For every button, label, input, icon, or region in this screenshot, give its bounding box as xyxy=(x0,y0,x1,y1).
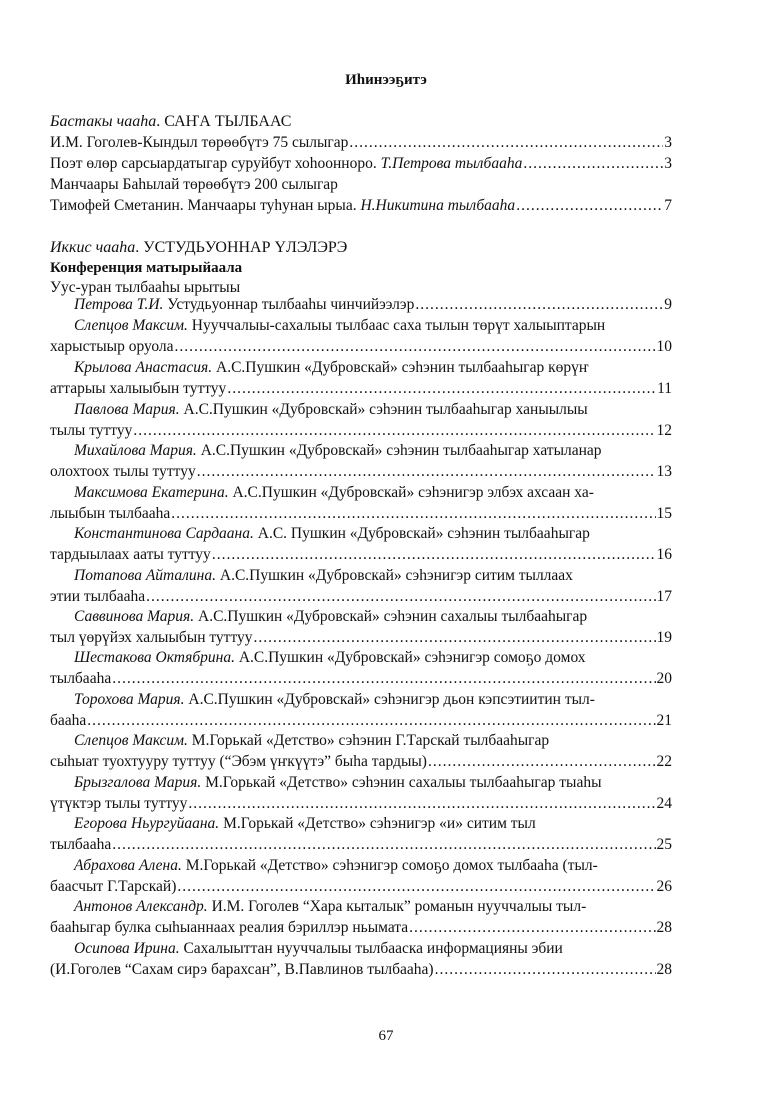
toc-entry-title-cont: бааhыгар булка сыhыаннаах реалия бэриллэр ньымата xyxy=(50,919,409,936)
toc-page-number: 9 xyxy=(664,296,672,313)
toc-entry-author: Константинова Сардаана. xyxy=(74,525,254,542)
toc-entry-author: Осипова Ирина. xyxy=(74,940,180,957)
toc-line-translator: Н.Никитина тылбааhа xyxy=(360,197,516,214)
toc-entry-title-cont: харыстыыр оруола xyxy=(50,338,174,355)
leader-dots xyxy=(435,959,656,981)
toc-entry-first xyxy=(74,855,598,877)
leader-dots xyxy=(523,153,663,175)
toc-entry-title-cont: лыыбын тылбааhа xyxy=(50,505,171,522)
toc-entry-first xyxy=(74,606,587,628)
leader-dots xyxy=(146,586,655,608)
leader-dots xyxy=(175,336,656,358)
toc-entry-first xyxy=(74,772,602,794)
toc-entry-line-2 xyxy=(50,751,672,773)
toc-entry-title: И.М. Гоголев “Хара кыталык” романын нууччалыы тыл- xyxy=(211,898,587,915)
leader-dots xyxy=(112,668,655,690)
toc-page-number: 17 xyxy=(656,588,672,605)
toc-entry-line-2 xyxy=(50,668,672,690)
toc-entry-author: Антонов Александр. xyxy=(74,898,208,915)
toc-page-number: 12 xyxy=(656,422,672,439)
toc-entry-author: Крылова Анастасия. xyxy=(74,359,213,376)
toc-entry-author: Максимова Екатерина. xyxy=(74,484,229,501)
part2-label: Иккис чааhа xyxy=(50,239,136,256)
toc-entry-title-cont: сыhыат туохтууру туттуу (“Эбэм үҥкүүтэ” быhа тардыы) xyxy=(50,753,427,770)
toc-entry-author: Павлова Мария. xyxy=(74,401,180,418)
toc-entry-title-cont: олохтоох тылы туттуу xyxy=(50,463,196,480)
toc-page-number: 21 xyxy=(656,712,672,729)
leader-dots xyxy=(112,834,655,856)
leader-dots xyxy=(87,710,655,732)
toc-entry-title: М.Горькай «Детство» сэhэнин Г.Тарскай тылбааhыгар xyxy=(191,732,550,749)
part1-title: САҤА ТЫЛБААС xyxy=(164,113,292,130)
leader-dots xyxy=(516,195,663,217)
toc-entry-line xyxy=(50,813,672,835)
toc-entry-line-2 xyxy=(50,586,672,608)
toc-entry-title-cont: тылбааhа xyxy=(50,836,112,853)
toc-entry-author: Торохова Мария. xyxy=(74,691,185,708)
toc-entry-line-2 xyxy=(50,710,672,732)
toc-entry-title: Нууччалыы-сахалыы тылбаас саха тылын төрүт халыыптарын xyxy=(191,317,606,334)
toc-entry-title: А.С.Пушкин «Дубровскай» сэhэнин тылбааhыгар ханыылыы xyxy=(183,401,588,418)
toc-entry-line-2 xyxy=(50,627,672,649)
toc-entry-line xyxy=(50,357,672,379)
toc-page-number: 28 xyxy=(656,919,672,936)
toc-page-number: 16 xyxy=(656,546,672,563)
toc-entry-first xyxy=(74,813,536,835)
toc-entry-line xyxy=(50,294,672,316)
toc-entry-first xyxy=(74,896,586,918)
leader-dots xyxy=(428,751,656,773)
toc-entry-line xyxy=(50,730,672,752)
toc-page-number: 26 xyxy=(656,878,672,895)
toc-page-number: 3 xyxy=(664,155,672,172)
toc-entry-line xyxy=(50,772,672,794)
toc-line-text: Тимофей Сметанин. Манчаары туhунан ырыа. xyxy=(50,197,357,214)
toc-entry-line xyxy=(50,565,672,587)
toc-entry-author: Брызгалова Мария. xyxy=(74,774,202,791)
toc-page-number: 28 xyxy=(656,961,672,978)
toc-entry-first xyxy=(74,357,589,379)
toc-entry-line xyxy=(50,523,672,545)
toc-line xyxy=(50,174,672,196)
toc-entry-title: А.С.Пушкин «Дубровскай» сэhэнин тылбааhыгар көрүҥ xyxy=(216,359,589,376)
toc-entry-line xyxy=(50,647,672,669)
toc-entry-line xyxy=(50,689,672,711)
toc-entry-line-2 xyxy=(50,461,672,483)
conference-heading: Конференция матырыйаала xyxy=(50,260,243,276)
toc-entry-author: Шестакова Октябрина. xyxy=(74,649,235,666)
toc-entry-author: Петрова Т.И. xyxy=(74,296,164,313)
toc-entry-author: Потапова Айталина. xyxy=(74,567,216,584)
toc-entry-first xyxy=(74,938,563,960)
toc-entry-line-2 xyxy=(50,420,672,442)
toc-page-number: 10 xyxy=(656,338,672,355)
part2-title: УСТУДЬУОННАР ҮЛЭЛЭРЭ xyxy=(143,239,348,256)
leader-dots xyxy=(188,793,655,815)
toc-entry-line-2 xyxy=(50,959,672,981)
toc-entry-title: М.Горькай «Детство» сэhэнигэр «и» ситим тыл xyxy=(223,815,536,832)
toc-entry-title: Сахалыыттан нууччалыы тылбааска информацияны эбии xyxy=(183,940,563,957)
toc-entry-title-cont: тардыылаах ааты туттуу xyxy=(50,546,211,563)
toc-page-number: 24 xyxy=(656,795,672,812)
leader-dots xyxy=(197,461,656,483)
part1-heading: Бастакы чааhа. САҤА ТЫЛБААС xyxy=(50,113,292,130)
toc-entry-line-2 xyxy=(50,917,672,939)
toc-entry-line-2 xyxy=(50,876,672,898)
toc-entry-line xyxy=(50,855,672,877)
toc-entry-title-cont: үтүктэр тылы туттуу xyxy=(50,795,188,812)
leader-dots xyxy=(212,544,656,566)
toc-entry-line xyxy=(50,896,672,918)
toc-entry-first xyxy=(74,482,594,504)
toc-entry-line xyxy=(50,482,672,504)
toc-entry-title: А.С.Пушкин «Дубровскай» сэhэнигэр элбэх ахсаан ха- xyxy=(232,484,594,501)
toc-entry-title: А.С.Пушкин «Дубровскай» сэhэнигэр сомоҕо домох xyxy=(238,649,586,666)
leader-dots xyxy=(409,917,655,939)
toc-entry-first xyxy=(74,315,605,337)
toc-entry-title-cont: тылбааhа xyxy=(50,670,112,687)
toc-entry-title: А.С.Пушкин «Дубровскай» сэhэнигэр ситим тыллаах xyxy=(219,567,573,584)
toc-entry-author: Егорова Ньургуйаана. xyxy=(74,815,220,832)
toc-entry-first xyxy=(74,647,586,669)
page-number: 67 xyxy=(378,1028,394,1044)
toc-page-number: 15 xyxy=(656,505,672,522)
toc-entry-line-2 xyxy=(50,544,672,566)
toc-entry-title-cont: баасчыт Г.Тарскай) xyxy=(50,878,177,895)
toc-line-translator: Т.Петрова тылбааhа xyxy=(380,155,523,172)
toc-entry-title-cont: бааhа xyxy=(50,712,87,729)
toc-entry-line-2 xyxy=(50,834,672,856)
leader-dots xyxy=(349,132,663,154)
toc-page-number: 11 xyxy=(657,380,672,397)
toc-entry-first xyxy=(74,440,602,462)
toc-entry-title-cont: (И.Гоголев “Сахам сирэ барахсан”, В.Павлинов тылбааhа) xyxy=(50,961,434,978)
toc-page-number: 20 xyxy=(656,670,672,687)
toc-entry-title: А.С.Пушкин «Дубровскай» сэhэнин сахалыы тылбааhыгар xyxy=(198,608,588,625)
leader-dots xyxy=(254,627,656,649)
toc-page-number: 13 xyxy=(656,463,672,480)
toc-page-number: 19 xyxy=(656,629,672,646)
toc-entry-first xyxy=(74,399,588,421)
leader-dots xyxy=(227,378,656,400)
toc-entry-line-2 xyxy=(50,378,672,400)
toc-entry-line-2 xyxy=(50,793,672,815)
toc-page-number: 7 xyxy=(664,197,672,214)
toc-line-text: Манчаары Баhылай төрөөбүтэ 200 сылыгар xyxy=(50,176,338,193)
part1-label: Бастакы чааhа xyxy=(50,113,157,130)
toc-entry-line xyxy=(50,938,672,960)
toc-entry-title: А.С.Пушкин «Дубровскай» сэhэнигэр дьон кэпсэтиитин тыл- xyxy=(188,691,595,708)
toc-entry-first xyxy=(74,730,549,752)
toc-entry-title: Устудьуоннар тылбааhы чинчийээлэр xyxy=(167,296,415,313)
toc-page-number: 3 xyxy=(664,134,672,151)
toc-entry-author: Слепцов Максим. xyxy=(74,317,188,334)
toc-page-number: 22 xyxy=(656,753,672,770)
toc-entry-title: А.С. Пушкин «Дубровскай» сэhэнин тылбааhыгар xyxy=(257,525,590,542)
toc-entry-author: Абрахова Алена. xyxy=(74,857,182,874)
toc-entry-title-cont: тылы туттуу xyxy=(50,422,133,439)
toc-entry-line xyxy=(50,315,672,337)
toc-entry-title: М.Горькай «Детство» сэhэнигэр сомоҕо домох тылбааhа (тыл- xyxy=(185,857,598,874)
toc-entry-title: А.С.Пушкин «Дубровскай» сэhэнин тылбааhыгар хатыланар xyxy=(200,442,602,459)
leader-dots xyxy=(177,876,655,898)
toc-entry-title-cont: этии тылбааhа xyxy=(50,588,146,605)
part2-heading: Иккис чааhа. УСТУДЬУОННАР ҮЛЭЛЭРЭ xyxy=(50,239,348,256)
toc-entry-first xyxy=(74,294,414,316)
toc-entry-title-cont: аттарыы халыыбын туттуу xyxy=(50,380,227,397)
toc-entry-first xyxy=(74,523,590,545)
toc-line-text: И.М. Гоголев-Кындыл төрөөбүтэ 75 сылыгар xyxy=(50,134,349,151)
toc-entry-title-cont: тыл үөрүйэх халыыбын туттуу xyxy=(50,629,253,646)
toc-entry-line-2 xyxy=(50,503,672,525)
toc-entry-author: Михайлова Мария. xyxy=(74,442,197,459)
toc-entry-line xyxy=(50,399,672,421)
toc-entry-author: Слепцов Максим. xyxy=(74,732,188,749)
toc-line-text: Поэт өлөр сарсыардатыгар суруйбут хоhоонноро. xyxy=(50,155,377,172)
toc-entry-first xyxy=(74,565,573,587)
toc-page-number: 25 xyxy=(656,836,672,853)
toc-line xyxy=(50,195,672,217)
toc-entry-title: М.Горькай «Детство» сэhэнин сахалыы тылбааhыгар тыаhы xyxy=(205,774,602,791)
toc-entry-first xyxy=(74,689,595,711)
toc-line xyxy=(50,132,672,154)
toc-line xyxy=(50,153,672,175)
page-title: Иhинээҕитэ xyxy=(345,72,427,88)
toc-entry-author: Саввинова Мария. xyxy=(74,608,195,625)
leader-dots xyxy=(171,503,655,525)
toc-entry-line xyxy=(50,440,672,462)
leader-dots xyxy=(133,420,655,442)
toc-entry-line xyxy=(50,606,672,628)
leader-dots xyxy=(415,294,663,316)
toc-entry-line-2 xyxy=(50,336,672,358)
subsection-heading: Уус-уран тылбааhы ырытыы xyxy=(50,279,241,296)
